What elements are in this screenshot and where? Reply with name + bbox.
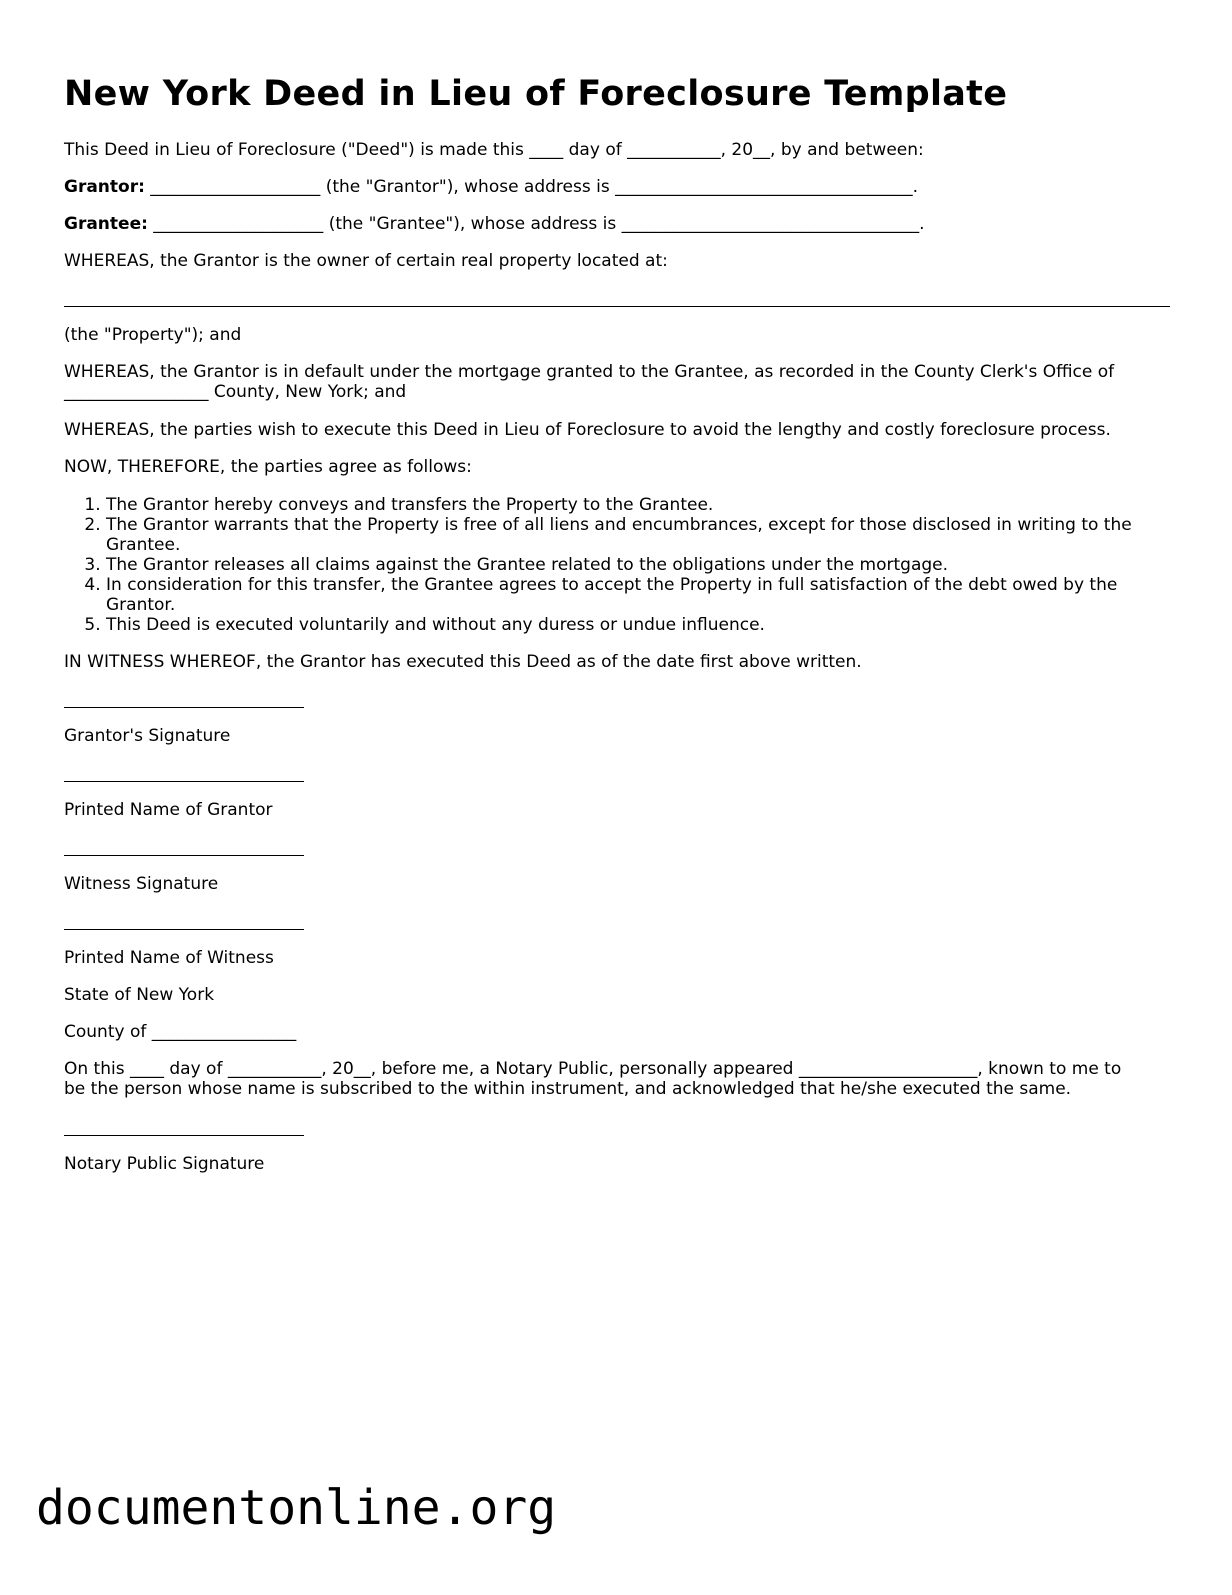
witness-signature-label: Witness Signature	[64, 874, 219, 894]
grantor-text: ____________________ (the "Grantor"), whose address is ___________________________________.	[144, 177, 919, 197]
grantor-signature-line	[64, 707, 304, 708]
whereas-default-paragraph: WHEREAS, the Grantor is in default under the mortgage granted to the Grantee, as recorded in the County Clerk's Office of _________________ County, New York; and	[64, 362, 1115, 402]
grantor-signature-label: Grantor's Signature	[64, 726, 231, 746]
clause-item: 5. This Deed is executed voluntarily and without any duress or undue influence.	[106, 615, 1166, 635]
grantee-label: Grantee:	[64, 214, 148, 234]
grantor-printed-name-label: Printed Name of Grantor	[64, 800, 273, 820]
witness-printed-name-label: Printed Name of Witness	[64, 948, 274, 968]
notary-county: County of _________________	[64, 1022, 297, 1042]
clause-item: 4. In consideration for this transfer, the Grantee agrees to accept the Property in full satisfaction of the debt owed by the Grantor.	[106, 575, 1166, 615]
grantee-text: ____________________ (the "Grantee"), whose address is ___________________________________.	[147, 214, 925, 234]
now-therefore-paragraph: NOW, THEREFORE, the parties agree as follows:	[64, 457, 472, 477]
notary-state: State of New York	[64, 985, 215, 1005]
whereas-owner-paragraph: WHEREAS, the Grantor is the owner of certain real property located at:	[64, 251, 668, 271]
watermark: documentonline.org	[36, 1480, 557, 1536]
notary-signature-label: Notary Public Signature	[64, 1154, 265, 1174]
clause-list	[64, 495, 1166, 635]
clause-item: 2. The Grantor warrants that the Property is free of all liens and encumbrances, except for those disclosed in writing to the Grantee.	[106, 515, 1166, 555]
grantor-label: Grantor:	[64, 177, 145, 197]
in-witness-paragraph: IN WITNESS WHEREOF, the Grantor has executed this Deed as of the date first above written.	[64, 652, 862, 672]
clause-item: 1. The Grantor hereby conveys and transfers the Property to the Grantee.	[106, 495, 1166, 515]
witness-signature-line	[64, 855, 304, 856]
grantor-line	[64, 177, 918, 197]
intro-paragraph: This Deed in Lieu of Foreclosure ("Deed") is made this ____ day of ___________, 20__, by and between:	[64, 140, 924, 160]
property-suffix: (the "Property"); and	[64, 325, 242, 345]
document-title: New York Deed in Lieu of Foreclosure Template	[64, 74, 1008, 114]
grantor-printed-name-line	[64, 781, 304, 782]
clause-item: 3. The Grantor releases all claims against the Grantee related to the obligations under the mortgage.	[106, 555, 1166, 575]
grantee-line	[64, 214, 925, 234]
property-address-line	[64, 306, 1170, 307]
notary-signature-line	[64, 1135, 304, 1136]
whereas-parties-paragraph: WHEREAS, the parties wish to execute this Deed in Lieu of Foreclosure to avoid the lengthy and costly foreclosure process.	[64, 420, 1111, 440]
notary-acknowledgment: On this ____ day of ___________, 20__, before me, a Notary Public, personally appeared _____________________, known to me to be the person whose name is subscribed to the within instrument, and acknowledged that he/she executed the same.	[64, 1059, 1122, 1099]
witness-printed-name-line	[64, 929, 304, 930]
